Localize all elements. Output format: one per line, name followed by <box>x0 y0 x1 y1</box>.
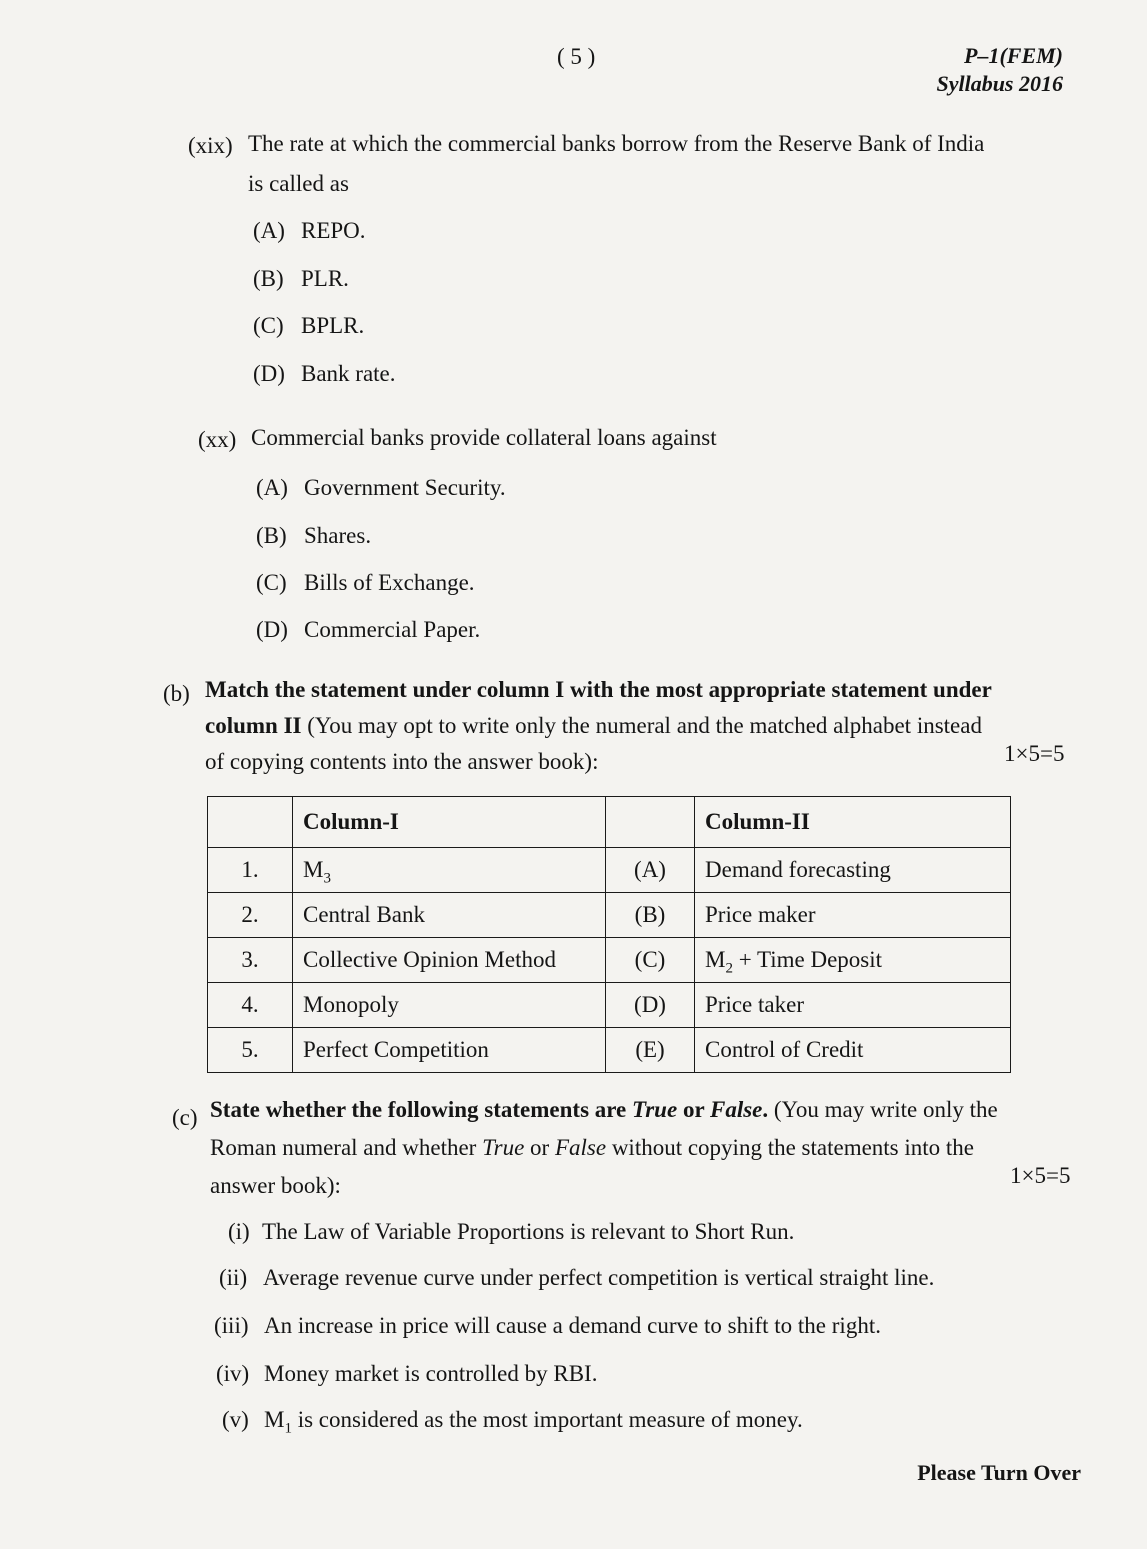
row-letter: (D) <box>606 983 695 1028</box>
part-b-rest-text: (You may opt to write only the numeral and the matched alphabet instead <box>301 713 982 738</box>
header-blank-cell <box>208 797 293 848</box>
statement-text: Money market is controlled by RBI. <box>264 1361 598 1386</box>
row-letter: (E) <box>606 1028 695 1073</box>
part-b-instruction-line3: of copying contents into the answer book): <box>205 749 599 774</box>
statement-iii <box>214 1312 881 1340</box>
bold-dot: . <box>762 1097 769 1122</box>
q19-line2: is called as <box>248 171 349 196</box>
statement-numeral: (iv) <box>216 1361 250 1386</box>
column-1-cell: Collective Opinion Method <box>293 938 606 983</box>
column-1-cell <box>293 848 606 893</box>
q20-line1: Commercial banks provide collateral loans against <box>251 425 717 450</box>
column-2-cell: Demand forecasting <box>695 848 1011 893</box>
q20-option-b <box>256 522 371 550</box>
option-text: Shares. <box>304 523 372 548</box>
part-c-label: (c) <box>172 1105 198 1130</box>
statement-text: is considered as the most important measure of money. <box>291 1407 803 1432</box>
header-blank-cell <box>606 797 695 848</box>
table-row <box>208 848 1011 893</box>
option-label: (C) <box>253 313 284 338</box>
cell-subscript: 2 <box>725 960 733 977</box>
line-text: Roman numeral and whether <box>210 1135 483 1160</box>
q19-option-d <box>253 360 396 388</box>
cell-text: M <box>303 857 324 882</box>
part-c-instruction-line2 <box>210 1134 974 1162</box>
column-1-header: Column-I <box>293 797 606 848</box>
statement-subscript: 1 <box>284 1420 292 1437</box>
part-c-bold-text: State whether the following statements are <box>210 1097 633 1122</box>
false-word: False <box>709 1097 763 1122</box>
table-row <box>208 938 1011 983</box>
option-label: (A) <box>256 475 288 500</box>
option-label: (D) <box>253 361 285 386</box>
column-1-cell: Central Bank <box>293 893 606 938</box>
or-word: or <box>677 1097 710 1122</box>
paper-code-block <box>936 42 1063 98</box>
part-b-bold-text: column II <box>205 713 302 738</box>
row-letter: (C) <box>606 938 695 983</box>
row-number: 2. <box>208 893 293 938</box>
option-label: (B) <box>256 523 287 548</box>
q19-numeral: (xix) <box>188 133 233 158</box>
column-2-cell <box>695 938 1011 983</box>
option-label: (C) <box>256 570 287 595</box>
match-table <box>207 796 1011 1073</box>
statement-numeral: (ii) <box>219 1265 248 1290</box>
column-2-cell: Control of Credit <box>695 1028 1011 1073</box>
part-c-instruction-line3: answer book): <box>210 1173 341 1198</box>
row-number: 3. <box>208 938 293 983</box>
statement-numeral: (v) <box>222 1407 249 1432</box>
page-number: ( 5 ) <box>557 44 596 69</box>
option-label: (D) <box>256 617 288 642</box>
line-text: or <box>524 1135 555 1160</box>
row-number: 1. <box>208 848 293 893</box>
true-word: True <box>632 1097 678 1122</box>
option-text: REPO. <box>301 218 366 243</box>
paper-code: P–1(FEM) <box>964 43 1063 68</box>
syllabus-year: Syllabus 2016 <box>936 71 1063 96</box>
q19-option-a <box>253 217 366 245</box>
row-number: 4. <box>208 983 293 1028</box>
statement-text: M <box>264 1407 285 1432</box>
q20-option-d <box>256 616 480 644</box>
part-b-instruction-line1: Match the statement under column I with the most appropriate statement under <box>205 677 992 702</box>
column-2-cell: Price taker <box>695 983 1011 1028</box>
row-letter: (B) <box>606 893 695 938</box>
q19-option-c <box>253 312 364 340</box>
q20-option-c <box>256 569 475 597</box>
part-c-instruction-line1 <box>210 1096 998 1124</box>
table-row <box>208 983 1011 1028</box>
statement-text: Average revenue curve under perfect competition is vertical straight line. <box>263 1265 935 1290</box>
column-1-cell: Monopoly <box>293 983 606 1028</box>
option-text: BPLR. <box>301 313 365 338</box>
q19-option-b <box>253 265 349 293</box>
table-header-row <box>208 797 1011 848</box>
line-text: without copying the statements into the <box>606 1135 975 1160</box>
option-label: (B) <box>253 266 284 291</box>
cell-subscript: 3 <box>323 870 331 887</box>
part-b-marks: 1×5=5 <box>1004 741 1065 766</box>
option-text: Bills of Exchange. <box>304 570 475 595</box>
statement-ii <box>219 1264 934 1292</box>
option-label: (A) <box>253 218 285 243</box>
column-2-cell: Price maker <box>695 893 1011 938</box>
column-1-cell: Perfect Competition <box>293 1028 606 1073</box>
statement-numeral: (i) <box>228 1219 250 1244</box>
statement-numeral: (iii) <box>214 1313 249 1338</box>
table-row <box>208 1028 1011 1073</box>
cell-text: + Time Deposit <box>732 947 883 972</box>
false-word: False <box>554 1135 607 1160</box>
option-text: Commercial Paper. <box>304 617 481 642</box>
part-c-marks: 1×5=5 <box>1010 1163 1071 1188</box>
part-b-label: (b) <box>163 681 190 706</box>
option-text: PLR. <box>301 266 349 291</box>
q20-option-a <box>256 474 506 502</box>
row-number: 5. <box>208 1028 293 1073</box>
q20-numeral: (xx) <box>198 427 237 452</box>
part-c-rest-text: (You may write only the <box>768 1097 998 1122</box>
cell-text: M <box>705 947 726 972</box>
row-letter: (A) <box>606 848 695 893</box>
please-turn-over: Please Turn Over <box>917 1460 1081 1485</box>
statement-iv <box>216 1360 597 1388</box>
part-b-instruction-line2 <box>205 712 982 740</box>
table-row <box>208 893 1011 938</box>
option-text: Government Security. <box>304 475 506 500</box>
column-2-header: Column-II <box>695 797 1011 848</box>
statement-text: The Law of Variable Proportions is relevant to Short Run. <box>262 1219 795 1244</box>
q19-line1: The rate at which the commercial banks borrow from the Reserve Bank of India <box>248 131 985 156</box>
option-text: Bank rate. <box>301 361 396 386</box>
statement-i <box>228 1218 794 1246</box>
statement-v <box>222 1406 803 1437</box>
true-word: True <box>482 1135 525 1160</box>
statement-text: An increase in price will cause a demand curve to shift to the right. <box>264 1313 881 1338</box>
